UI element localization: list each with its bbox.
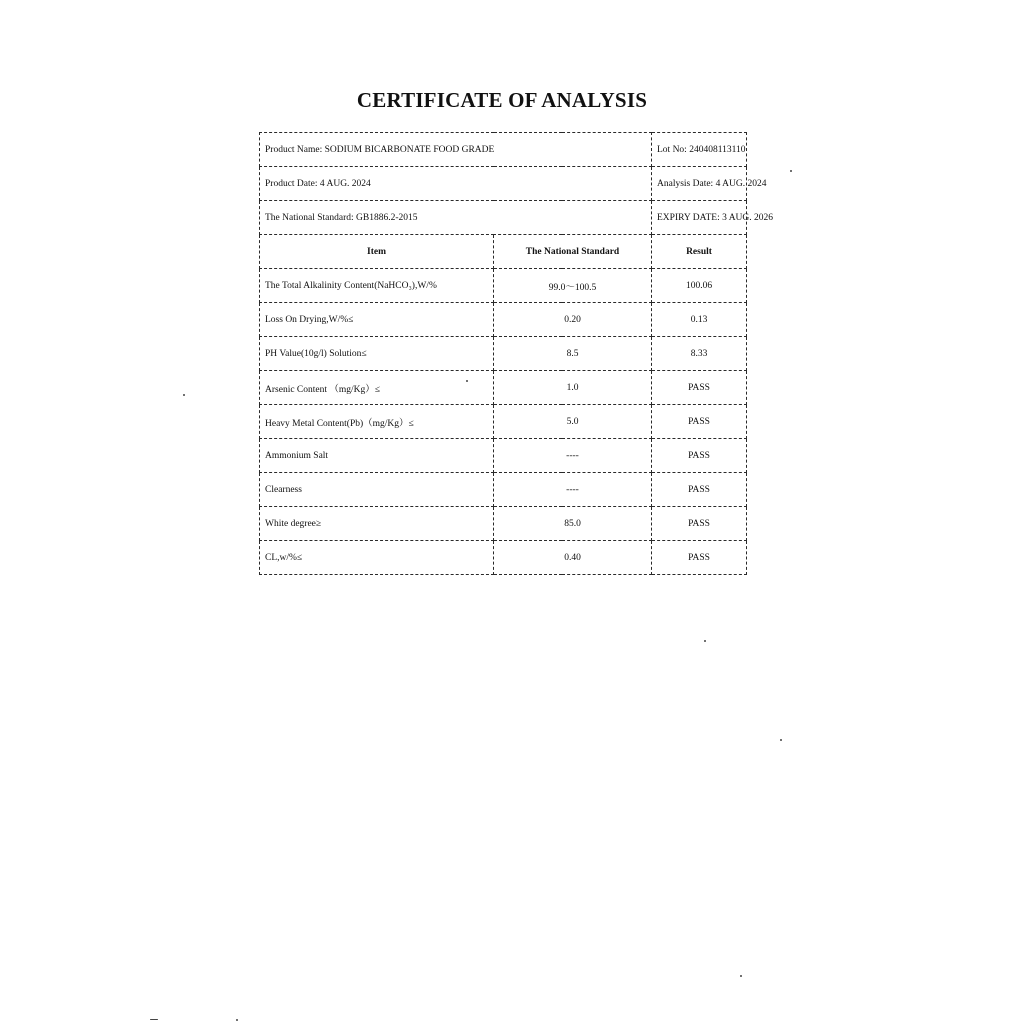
product-date: Product Date: 4 AUG. 2024 <box>260 167 652 201</box>
lot-number: Lot No: 240408113110 <box>652 133 747 167</box>
standard-cell: 5.0 <box>494 405 652 439</box>
column-header-item: Item <box>260 235 494 269</box>
item-cell: Ammonium Salt <box>260 439 494 473</box>
table-row <box>260 371 747 405</box>
item-cell: Heavy Metal Content(Pb)（mg/Kg）≤ <box>260 405 494 439</box>
table-row <box>260 269 747 303</box>
scan-speck <box>780 739 782 741</box>
header-row-dates <box>260 167 747 201</box>
result-cell: PASS <box>652 507 747 541</box>
table-row <box>260 439 747 473</box>
scan-speck <box>740 975 742 977</box>
standard-cell: 8.5 <box>494 337 652 371</box>
analysis-date: Analysis Date: 4 AUG. 2024 <box>652 167 747 201</box>
item-cell: The Total Alkalinity Content(NaHCO₃),W/% <box>260 269 494 303</box>
column-header-standard: The National Standard <box>494 235 652 269</box>
result-cell: 100.06 <box>652 269 747 303</box>
item-cell: PH Value(10g/l) Solution≤ <box>260 337 494 371</box>
national-standard: The National Standard: GB1886.2-2015 <box>260 201 652 235</box>
result-cell: PASS <box>652 405 747 439</box>
standard-cell: ---- <box>494 439 652 473</box>
standard-cell: 85.0 <box>494 507 652 541</box>
item-cell: White degree≥ <box>260 507 494 541</box>
result-cell: PASS <box>652 473 747 507</box>
result-cell: 0.13 <box>652 303 747 337</box>
analysis-table <box>259 132 774 575</box>
header-row-standard <box>260 201 747 235</box>
document-title: CERTIFICATE OF ANALYSIS <box>356 88 648 112</box>
table-row <box>260 473 747 507</box>
table-row <box>260 405 747 439</box>
item-cell: Loss On Drying,W/%≤ <box>260 303 494 337</box>
item-cell: CL,w/%≤ <box>260 541 494 575</box>
scan-speck <box>466 380 468 382</box>
scan-speck <box>150 1019 158 1020</box>
table-row <box>260 337 747 371</box>
column-header-row <box>260 235 747 269</box>
scan-speck <box>183 394 185 396</box>
expiry-date: EXPIRY DATE: 3 AUG. 2026 <box>652 201 747 235</box>
result-cell: 8.33 <box>652 337 747 371</box>
scan-speck <box>790 170 792 172</box>
scan-speck <box>236 1019 238 1021</box>
table-row <box>260 507 747 541</box>
scan-speck <box>704 640 706 642</box>
table-row <box>260 303 747 337</box>
standard-cell: ---- <box>494 473 652 507</box>
table-row <box>260 541 747 575</box>
product-name: Product Name: SODIUM BICARBONATE FOOD GRADE <box>260 133 652 167</box>
column-header-result: Result <box>652 235 747 269</box>
item-cell: Arsenic Content （mg/Kg）≤ <box>260 371 494 405</box>
header-row-product <box>260 133 747 167</box>
result-cell: PASS <box>652 541 747 575</box>
standard-cell: 0.20 <box>494 303 652 337</box>
standard-cell: 99.0〜100.5 <box>494 269 652 303</box>
result-cell: PASS <box>652 371 747 405</box>
result-cell: PASS <box>652 439 747 473</box>
item-cell: Clearness <box>260 473 494 507</box>
standard-cell: 1.0 <box>494 371 652 405</box>
standard-cell: 0.40 <box>494 541 652 575</box>
